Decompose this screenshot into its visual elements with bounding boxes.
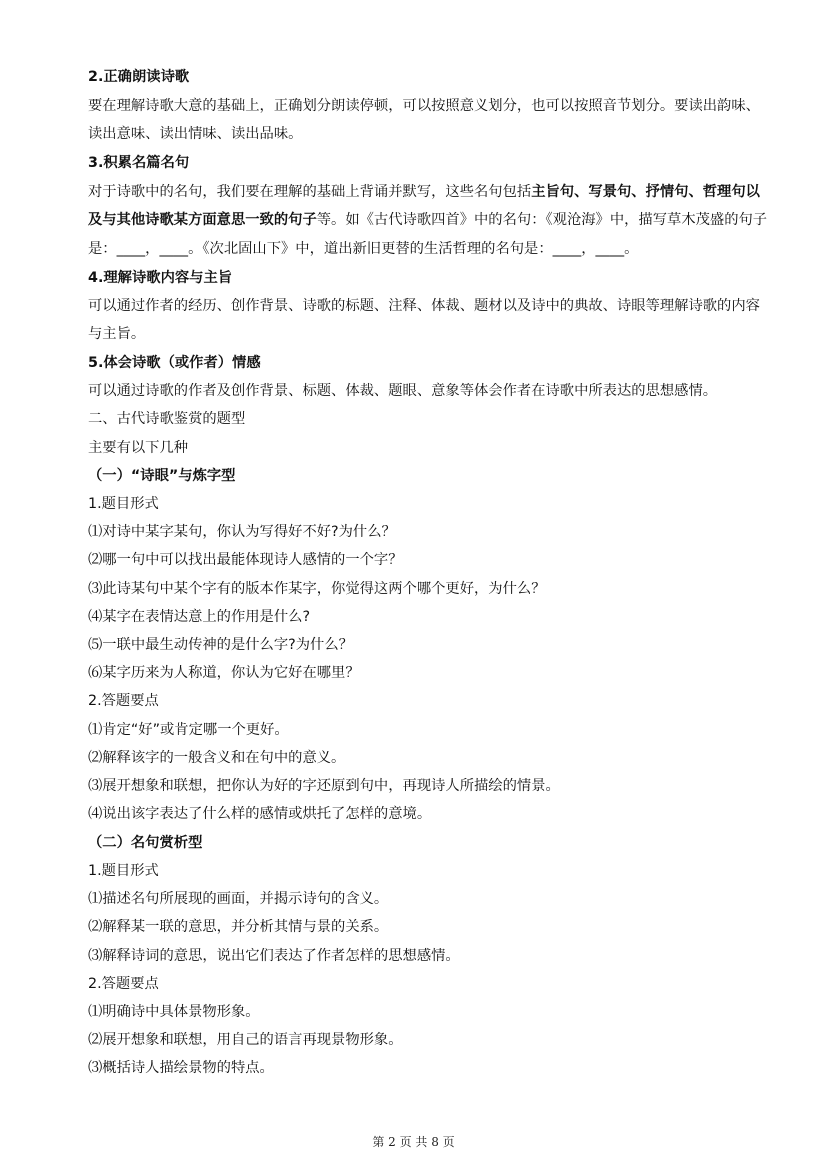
section-5-title: 5.体会诗歌（或作者）情感 <box>88 355 261 371</box>
type-1-form-item: ⑹某字历来为人称道，你认为它好在哪里？ <box>88 665 360 681</box>
section-4-title: 4.理解诗歌内容与主旨 <box>88 270 233 286</box>
part-2-intro: 主要有以下几种 <box>88 440 189 456</box>
section-3-text-2a: 及与其他诗歌某方面意思一致的句子 <box>88 212 317 228</box>
section-3-para-line-1 <box>88 182 768 202</box>
section-3-text-1b: 主旨句、写景句、抒情句、哲理句以 <box>531 184 760 200</box>
section-2-text-1: 要在理解诗歌大意的基础上，正确划分朗读停顿，可以按照意义划分，也可以按照音节划分。要读出韵味、 <box>88 98 760 114</box>
type-1-form-title: 1.题目形式 <box>88 496 159 512</box>
type-1-form-item: ⑶此诗某句中某个字有的版本作某字，你觉得这两个哪个更好，为什么？ <box>88 581 546 597</box>
type-1-form-item: ⑸一联中最生动传神的是什么字?为什么？ <box>88 637 353 653</box>
section-2-para-line-1 <box>88 96 768 116</box>
type-1-points-title: 2.答题要点 <box>88 693 159 709</box>
type-1-point-item: ⑵解释该字的一般含义和在句中的意义。 <box>88 750 346 766</box>
type-2-form-item: ⑶解释诗词的意思，说出它们表达了作者怎样的思想感情。 <box>88 948 460 964</box>
section-3-text-2b: 等。如《古代诗歌四首》中的名句：《观沧海》中，描写草木茂盛的句子 <box>316 212 768 228</box>
section-3-para-line-3: 是：____，____。《次北固山下》中，道出新旧更替的生活哲理的名句是：____，____。 <box>88 241 639 257</box>
type-1-form-item: ⑴对诗中某字某句，你认为写得好不好?为什么？ <box>88 524 396 540</box>
section-5-para-line-1: 可以通过诗歌的作者及创作背景、标题、体裁、题眼、意象等体会作者在诗歌中所表达的思想感情。 <box>88 383 718 399</box>
section-3-title: 3.积累名篇名句 <box>88 155 190 171</box>
type-2-title: （二）名句赏析型 <box>88 835 203 851</box>
section-4-para-line-1: 可以通过作者的经历、创作背景、诗歌的标题、注释、体裁、题材以及诗中的典故、诗眼等理解诗歌的内容 <box>88 298 760 314</box>
section-3-para-line-2 <box>88 210 768 230</box>
type-2-form-title: 1.题目形式 <box>88 863 159 879</box>
section-2-para-line-2: 读出意味、读出情味、读出品味。 <box>88 126 303 142</box>
type-1-point-item: ⑷说出该字表达了什么样的感情或烘托了怎样的意境。 <box>88 806 432 822</box>
page-footer: 第 2 页 共 8 页 <box>372 1135 455 1149</box>
section-2-title: 2.正确朗读诗歌 <box>88 69 190 85</box>
type-2-point-item: ⑶概括诗人描绘景物的特点。 <box>88 1060 274 1076</box>
part-2-title: 二、古代诗歌鉴赏的题型 <box>88 411 246 427</box>
type-1-form-item: ⑵哪一句中可以找出最能体现诗人感情的一个字？ <box>88 552 403 568</box>
type-2-points-title: 2.答题要点 <box>88 976 159 992</box>
type-2-point-item: ⑵展开想象和联想，用自己的语言再现景物形象。 <box>88 1032 403 1048</box>
type-1-point-item: ⑶展开想象和联想，把你认为好的字还原到句中，再现诗人所描绘的情景。 <box>88 778 560 794</box>
type-1-form-item: ⑷某字在表情达意上的作用是什么? <box>88 609 311 625</box>
section-4-para-line-2: 与主旨。 <box>88 326 146 342</box>
type-2-form-item: ⑵解释某一联的意思，并分析其情与景的关系。 <box>88 919 389 935</box>
type-2-form-item: ⑴描述名句所展现的画面，并揭示诗句的含义。 <box>88 891 389 907</box>
section-3-text-1a: 对于诗歌中的名句，我们要在理解的基础上背诵并默写，这些名句包括 <box>88 184 532 200</box>
type-2-point-item: ⑴明确诗中具体景物形象。 <box>88 1004 260 1020</box>
type-1-point-item: ⑴肯定“好”或肯定哪一个更好。 <box>88 722 289 738</box>
type-1-title: （一）“诗眼”与炼字型 <box>88 468 236 484</box>
